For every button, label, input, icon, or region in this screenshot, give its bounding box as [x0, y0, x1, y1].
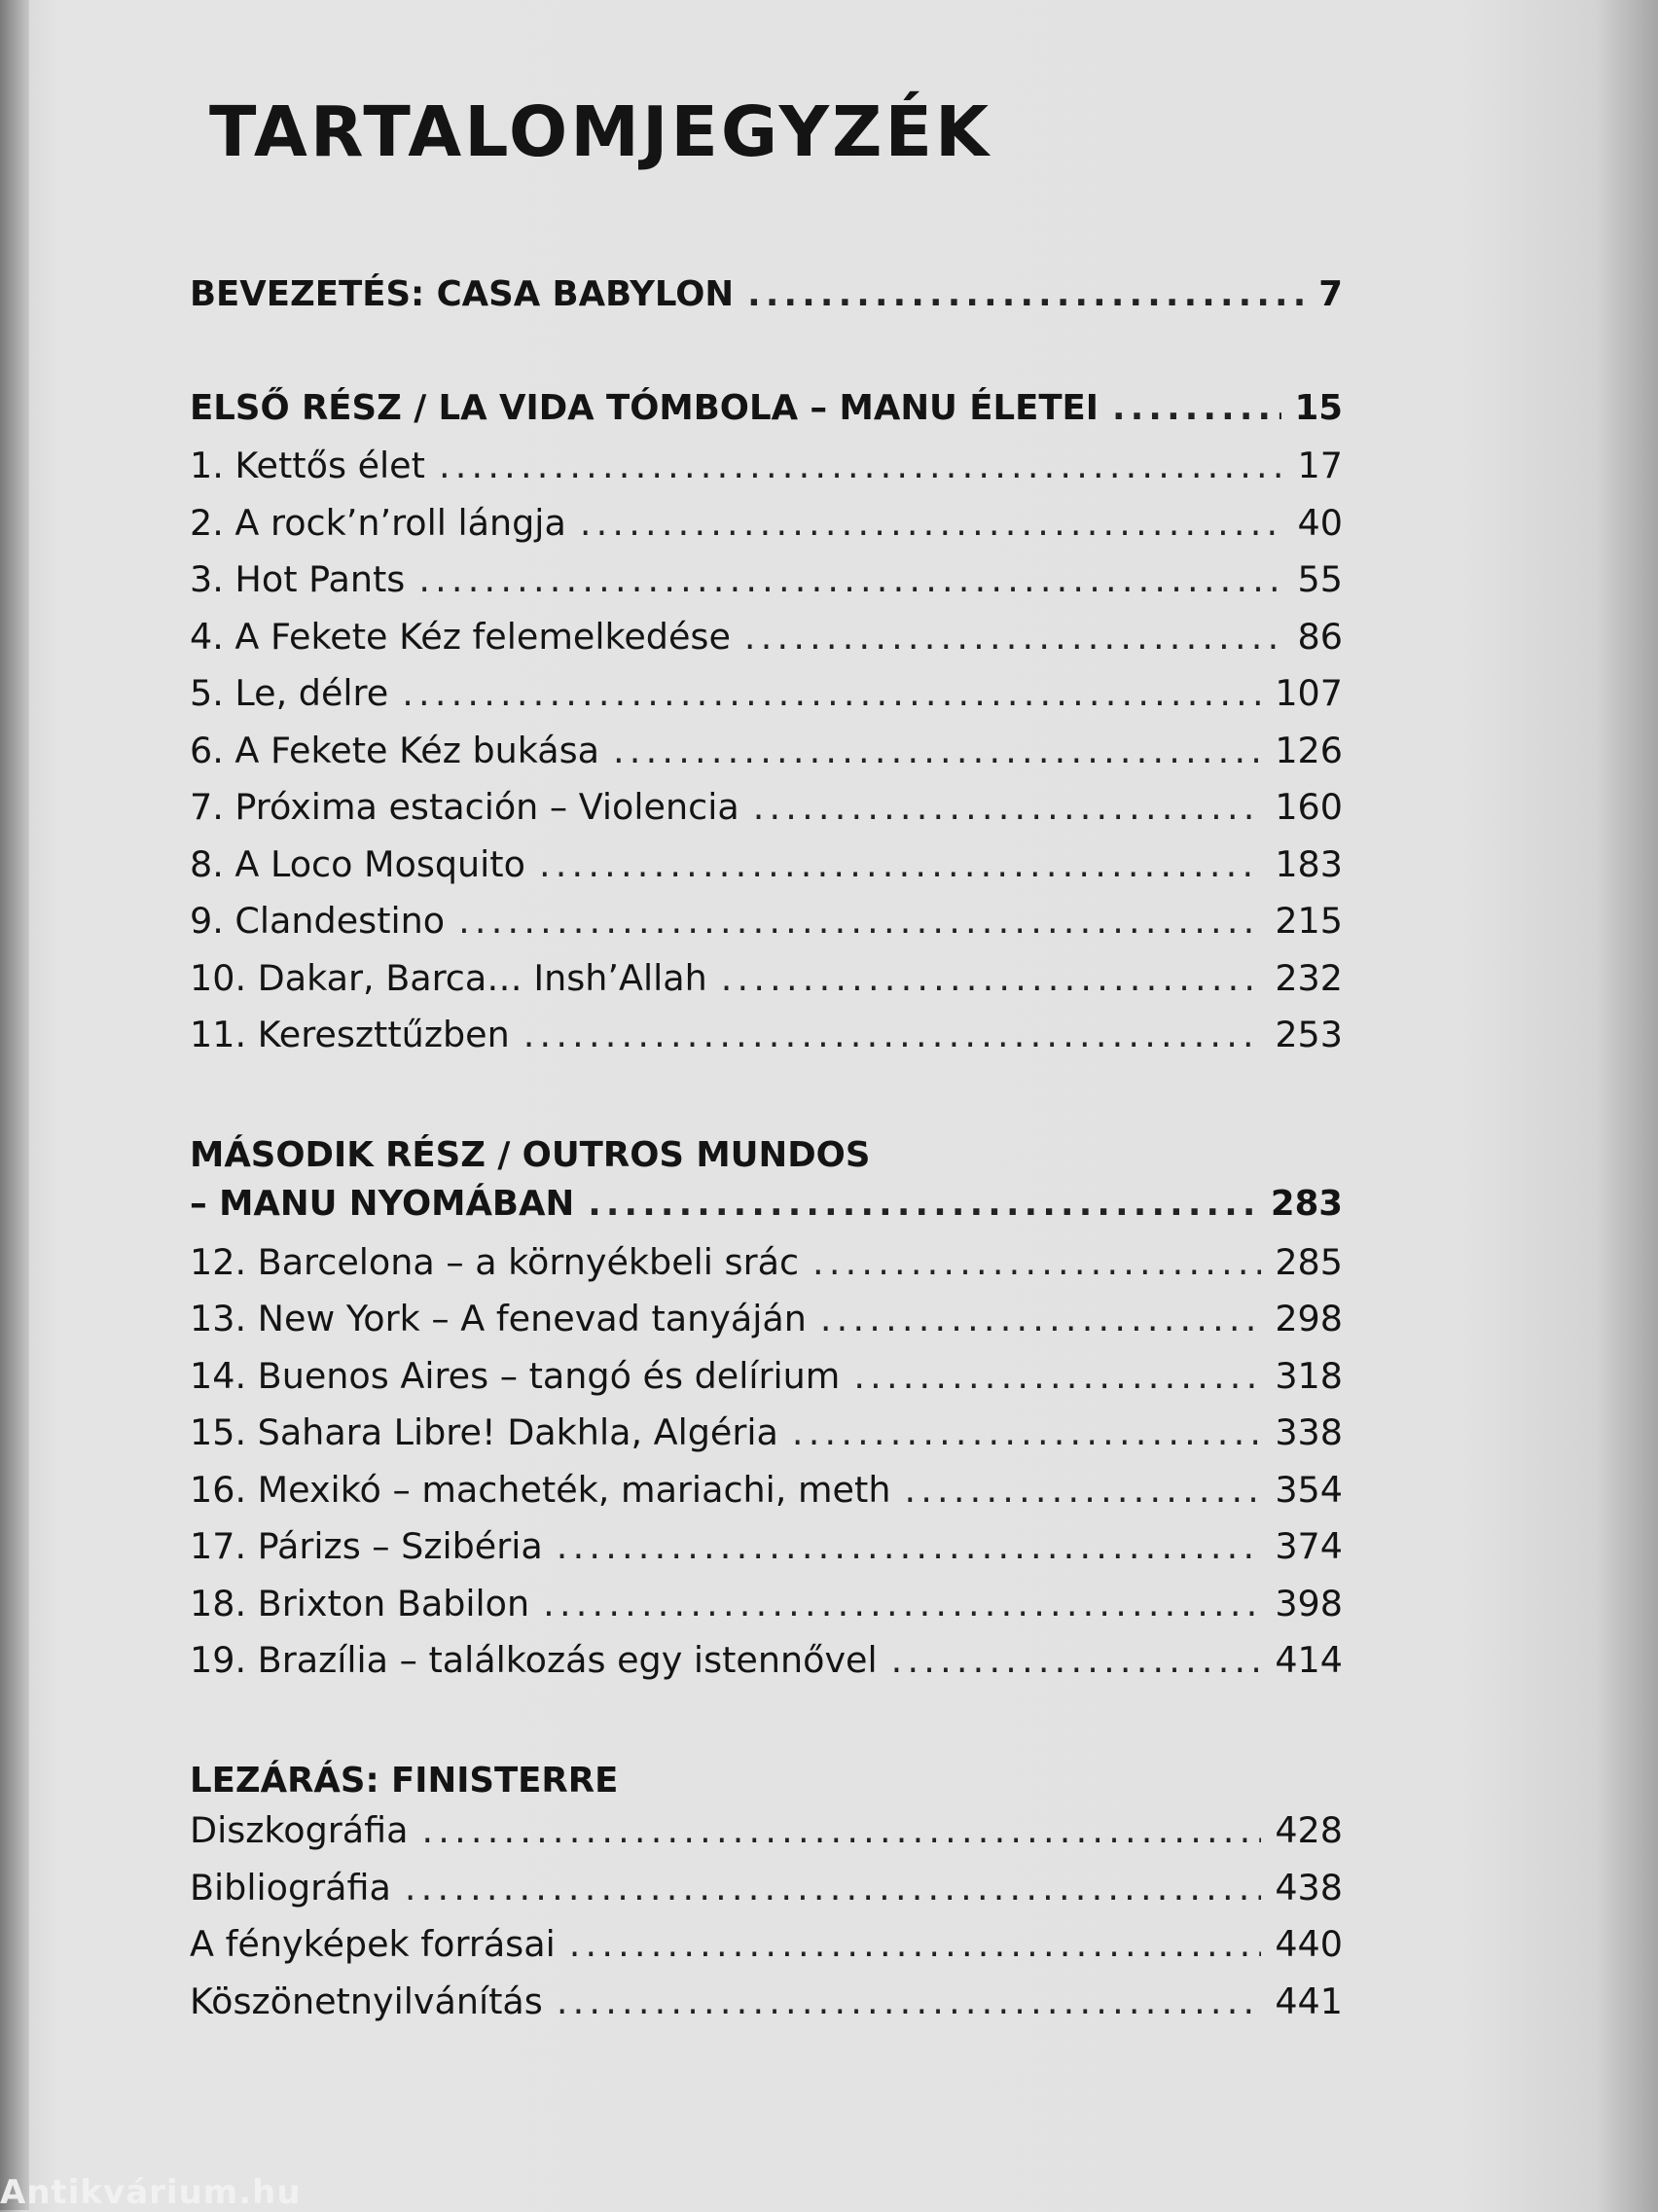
entry-label: 1. Kettős élet [190, 445, 425, 486]
entry-label: Diszkográfia [190, 1809, 409, 1851]
entry-page-number: 232 [1275, 956, 1343, 999]
dot-leader [588, 1184, 1257, 1224]
dot-leader [904, 1469, 1261, 1511]
entry-page-number: 414 [1275, 1639, 1343, 1681]
toc-entry-intro[interactable] [190, 274, 1343, 332]
entry-page-number: 354 [1275, 1468, 1343, 1511]
dot-leader [569, 1923, 1262, 1965]
dot-leader [557, 1980, 1262, 2022]
page-title: TARTALOMJEGYZÉK [209, 91, 991, 172]
entry-label: 8. A Loco Mosquito [190, 842, 525, 885]
entry-page-number: 441 [1275, 1980, 1343, 2022]
entry-label: 18. Brixton Babilon [190, 1582, 530, 1624]
entry-page-number: 318 [1275, 1354, 1343, 1397]
toc-entry-chapter[interactable] [190, 445, 1343, 502]
entry-page-number: 298 [1275, 1298, 1343, 1339]
entry-page-number: 160 [1275, 786, 1343, 828]
entry-label: – MANU NYOMÁBAN [190, 1184, 575, 1224]
dot-leader [820, 1298, 1261, 1339]
toc-entry-chapter[interactable] [190, 1525, 1343, 1583]
entry-label: Köszönetnyilvánítás [190, 1980, 543, 2022]
entry-page-number: 338 [1275, 1411, 1343, 1453]
toc-page [190, 86, 1343, 2037]
toc-entry-chapter[interactable] [190, 1241, 1343, 1299]
entry-label: 3. Hot Pants [190, 558, 406, 600]
entry-page-number: 253 [1275, 1014, 1343, 1055]
closing-section [190, 1753, 1343, 2038]
dot-leader [1112, 388, 1281, 428]
toc-entry-chapter[interactable] [190, 1411, 1343, 1469]
entry-label: BEVEZETÉS: CASA BABYLON [190, 274, 735, 314]
toc-entry-chapter[interactable] [190, 957, 1343, 1015]
dot-leader [418, 558, 1283, 600]
entry-label: 14. Buenos Aires – tangó és delírium [190, 1354, 841, 1397]
entry-label: 12. Barcelona – a környékbeli srác [190, 1240, 800, 1283]
dot-leader [402, 672, 1261, 714]
toc-entry-chapter[interactable] [190, 1469, 1343, 1526]
toc-entry-chapter[interactable] [190, 1014, 1343, 1071]
toc-entry-chapter[interactable] [190, 843, 1343, 901]
entry-label: 15. Sahara Libre! Dakhla, Algéria [190, 1411, 778, 1453]
entry-page-number: 428 [1275, 1809, 1343, 1851]
dot-leader [721, 957, 1262, 999]
entry-page-number: 438 [1275, 1866, 1343, 1909]
entry-label: 6. A Fekete Kéz bukása [190, 729, 599, 771]
entry-label: 17. Párizs – Szibéria [190, 1525, 543, 1567]
entry-label: 7. Próxima estación – Violencia [190, 786, 739, 828]
dot-leader [812, 1241, 1261, 1283]
entry-label: 4. A Fekete Kéz felemelkedése [190, 615, 731, 658]
entry-page-number: 107 [1275, 672, 1343, 714]
toc-entry-part2-heading[interactable] [190, 1184, 1343, 1241]
entry-page-number: 86 [1297, 615, 1343, 658]
part1-section [190, 388, 1343, 1071]
closing-heading: LEZÁRÁS: FINISTERRE [190, 1760, 619, 1801]
toc-entry-chapter[interactable] [190, 730, 1343, 787]
toc-entry-chapter[interactable] [190, 1355, 1343, 1412]
watermark-text: Antikvárium.hu [0, 2173, 302, 2212]
toc-entry-chapter[interactable] [190, 558, 1343, 616]
entry-page-number: 215 [1275, 900, 1343, 942]
dot-leader [891, 1639, 1262, 1681]
toc-entry-chapter[interactable] [190, 616, 1343, 673]
entry-label: 5. Le, délre [190, 672, 389, 714]
entry-page-number: 398 [1275, 1582, 1343, 1624]
toc-entry-chapter[interactable] [190, 1583, 1343, 1640]
dot-leader [539, 843, 1261, 885]
entry-page-number: 17 [1297, 445, 1343, 486]
part2-section [190, 1127, 1343, 1696]
page-edge-shadow [0, 0, 29, 2210]
entry-page-number: 55 [1297, 558, 1343, 600]
toc-entry-backmatter[interactable] [190, 1867, 1343, 1924]
dot-leader [405, 1867, 1261, 1909]
intro-section [190, 274, 1343, 332]
entry-page-number: 15 [1294, 387, 1343, 428]
dot-leader [613, 730, 1261, 771]
dot-leader [753, 786, 1262, 828]
dot-leader [557, 1525, 1262, 1567]
dot-leader [439, 445, 1284, 486]
entry-page-number: 40 [1297, 501, 1343, 544]
entry-label: 13. New York – A fenevad tanyáján [190, 1298, 807, 1339]
dot-leader [744, 616, 1284, 658]
entry-label: 19. Brazília – találkozás egy istennővel [190, 1639, 878, 1681]
entry-label: 11. Kereszttűzben [190, 1014, 510, 1055]
entry-page-number: 374 [1275, 1525, 1343, 1567]
toc-entry-backmatter[interactable] [190, 1809, 1343, 1867]
toc-entry-backmatter[interactable] [190, 1923, 1343, 1980]
entry-label: Bibliográfia [190, 1866, 391, 1909]
entry-page-number: 283 [1270, 1184, 1343, 1224]
dot-leader [580, 502, 1284, 544]
dot-leader [523, 1014, 1262, 1055]
entry-page-number: 285 [1275, 1240, 1343, 1283]
entry-page-number: 7 [1318, 274, 1343, 314]
entry-page-number: 126 [1275, 729, 1343, 771]
toc-entry-backmatter[interactable] [190, 1980, 1343, 2038]
toc-entry-chapter[interactable] [190, 672, 1343, 730]
toc-entry-chapter[interactable] [190, 502, 1343, 559]
entry-label: 2. A rock’n’roll lángja [190, 501, 566, 544]
toc-entry-part1-heading[interactable] [190, 388, 1343, 446]
dot-leader [422, 1809, 1262, 1851]
dot-leader [792, 1411, 1261, 1453]
toc-entry-chapter[interactable] [190, 900, 1343, 957]
entry-page-number: 440 [1275, 1923, 1343, 1965]
entry-label: 16. Mexikó – macheték, mariachi, meth [190, 1468, 891, 1511]
part2-heading-line1: MÁSODIK RÉSZ / OUTROS MUNDOS [190, 1134, 871, 1175]
entry-label: 10. Dakar, Barca… Insh’Allah [190, 956, 707, 999]
toc-entry-chapter[interactable] [190, 1298, 1343, 1355]
dot-leader [458, 900, 1261, 942]
entry-page-number: 183 [1275, 842, 1343, 885]
dot-leader [853, 1355, 1261, 1397]
dot-leader [543, 1583, 1261, 1624]
entry-label: 9. Clandestino [190, 900, 446, 942]
toc-entry-chapter[interactable] [190, 786, 1343, 843]
dot-leader [747, 274, 1305, 314]
entry-label: ELSŐ RÉSZ / LA VIDA TÓMBOLA – MANU ÉLETEI [190, 387, 1099, 428]
entry-label: A fényképek forrásai [190, 1923, 556, 1965]
toc-entry-chapter[interactable] [190, 1639, 1343, 1696]
